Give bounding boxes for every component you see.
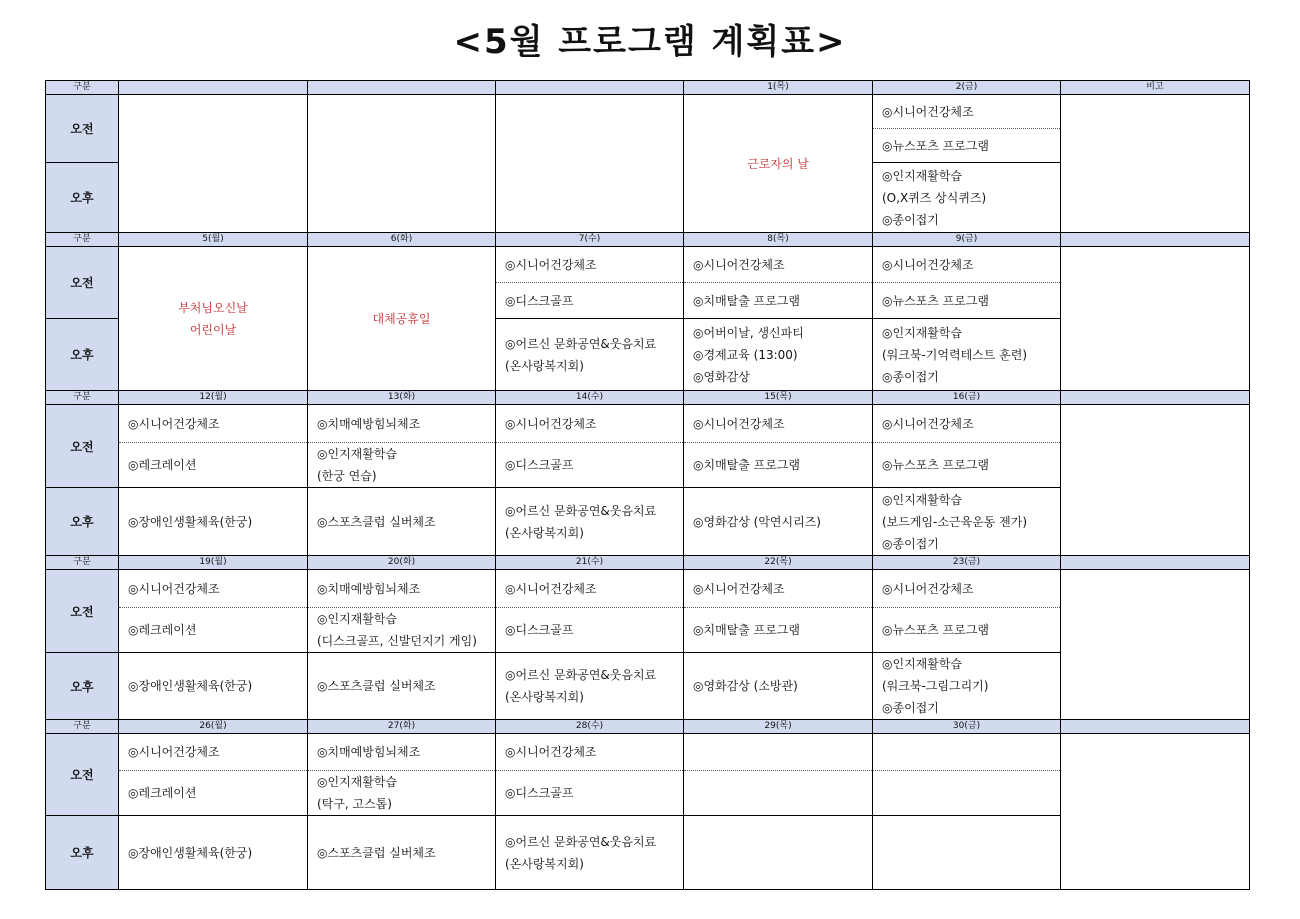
day-header: 30(금) (873, 720, 1061, 734)
schedule-text-line: ◎치매예방힘뇌체조 (317, 416, 421, 431)
schedule-text-line: (탁구, 고스톱) (317, 797, 392, 811)
schedule-text-line: ◎뉴스포츠 프로그램 (882, 623, 990, 637)
remark-cell (1061, 247, 1250, 391)
section-header: 구분 (46, 391, 119, 405)
day-header (308, 81, 496, 95)
schedule-row (46, 734, 1250, 771)
day-header: 21(수) (496, 556, 684, 570)
period-pm-label: 오후 (46, 163, 119, 233)
schedule-text-line: (온사랑복지회) (505, 856, 584, 871)
schedule-text-line: 근로자의 날 (747, 156, 809, 171)
schedule-text-line: ◎시니어건강체조 (693, 416, 785, 431)
section-header: 구분 (46, 81, 119, 95)
schedule-text-line: (한궁 연습) (317, 469, 377, 483)
am-program-cell (119, 771, 308, 816)
schedule-text-line: ◎인지재활학습 (882, 657, 963, 671)
am-program-cell (308, 405, 496, 443)
remark-header: 비고 (1061, 81, 1250, 95)
schedule-text-line: (디스크골프, 신발던지기 게임) (317, 634, 477, 648)
day-header: 29(목) (684, 720, 873, 734)
am-program-cell (684, 247, 873, 283)
day-header: 8(목) (684, 233, 873, 247)
empty-day-cell (119, 95, 308, 233)
pm-program-cell (684, 816, 873, 890)
am-program-cell (308, 608, 496, 653)
remark-header (1061, 391, 1250, 405)
am-program-cell (684, 283, 873, 319)
section-header: 구분 (46, 556, 119, 570)
schedule-text-line: ◎뉴스포츠 프로그램 (882, 293, 990, 308)
schedule-text-line: 어린이날 (189, 322, 237, 337)
week-header-row (46, 391, 1250, 405)
schedule-row (46, 570, 1250, 608)
schedule-text-line: ◎인지재활학습 (317, 612, 398, 626)
am-program-cell (496, 443, 684, 488)
pm-program-cell (119, 653, 308, 720)
day-header: 27(화) (308, 720, 496, 734)
period-pm-label: 오후 (46, 488, 119, 556)
schedule-text-line: (워크북-기억력테스트 훈련) (882, 347, 1028, 362)
day-header: 26(월) (119, 720, 308, 734)
am-program-cell (873, 771, 1061, 816)
schedule-text-line: ◎디스크골프 (505, 786, 574, 800)
day-header: 15(목) (684, 391, 873, 405)
holiday-cell (684, 95, 873, 233)
schedule-text-line: ◎뉴스포츠 프로그램 (882, 138, 990, 153)
schedule-text-line: ◎레크레이션 (128, 786, 197, 800)
am-program-cell (308, 771, 496, 816)
period-am-label: 오전 (46, 570, 119, 653)
schedule-text-line: (온사랑복지회) (505, 525, 584, 540)
day-header: 1(목) (684, 81, 873, 95)
section-header: 구분 (46, 720, 119, 734)
schedule-text-line: ◎레크레이션 (128, 458, 197, 472)
day-header (119, 81, 308, 95)
schedule-text-line: ◎시니어건강체조 (505, 581, 597, 596)
schedule-text-line: ◎시니어건강체조 (505, 745, 597, 759)
pm-program-cell (684, 488, 873, 556)
schedule-text-line: ◎뉴스포츠 프로그램 (882, 458, 990, 472)
day-header: 16(금) (873, 391, 1061, 405)
remark-cell (1061, 570, 1250, 720)
schedule-text-line: ◎영화감상 (693, 369, 750, 384)
schedule-text-line: ◎인지재활학습 (882, 325, 963, 340)
am-program-cell (873, 405, 1061, 443)
am-program-cell (873, 570, 1061, 608)
period-am-label: 오전 (46, 95, 119, 163)
pm-program-cell (119, 488, 308, 556)
schedule-text-line: ◎치매탈출 프로그램 (693, 458, 801, 472)
schedule-text-line: ◎어르신 문화공연&웃음치료 (505, 336, 657, 351)
schedule-text-line: (워크북-그림그리기) (882, 679, 989, 693)
schedule-text-line: ◎시니어건강체조 (128, 745, 220, 759)
day-header: 23(금) (873, 556, 1061, 570)
holiday-cell (119, 247, 308, 391)
remark-header (1061, 556, 1250, 570)
pm-program-cell (308, 488, 496, 556)
period-am-label: 오전 (46, 247, 119, 319)
pm-program-cell (873, 319, 1061, 391)
page-title: <5월 프로그램 계획표> (453, 22, 847, 62)
schedule-text-line: ◎시니어건강체조 (882, 581, 974, 596)
day-header: 9(금) (873, 233, 1061, 247)
am-program-cell (308, 443, 496, 488)
am-program-cell (496, 247, 684, 283)
day-header: 12(월) (119, 391, 308, 405)
am-program-cell (684, 570, 873, 608)
am-program-cell (684, 734, 873, 771)
pm-program-cell (308, 816, 496, 890)
schedule-text-line: ◎디스크골프 (505, 458, 574, 472)
schedule-text-line: ◎스포츠클럽 실버체조 (317, 679, 436, 693)
section-header: 구분 (46, 233, 119, 247)
schedule-text-line: ◎레크레이션 (128, 623, 197, 637)
schedule-text-line: ◎장애인생활체육(한궁) (128, 845, 253, 860)
schedule-text-line: ◎종이접기 (882, 369, 939, 384)
period-am-label: 오전 (46, 405, 119, 488)
pm-program-cell (496, 653, 684, 720)
schedule-text-line: ◎어르신 문화공연&웃음치료 (505, 668, 657, 682)
day-header: 2(금) (873, 81, 1061, 95)
day-header: 19(월) (119, 556, 308, 570)
holiday-cell (308, 247, 496, 391)
day-header: 7(수) (496, 233, 684, 247)
schedule-text-line: ◎시니어건강체조 (882, 416, 974, 431)
schedule-text-line: ◎인지재활학습 (882, 492, 963, 507)
am-program-cell (684, 405, 873, 443)
week-header-row (46, 81, 1250, 95)
am-program-cell (119, 570, 308, 608)
schedule-text-line: (보드게임-소근육운동 젠가) (882, 514, 1028, 529)
am-program-cell (873, 734, 1061, 771)
day-header: 14(수) (496, 391, 684, 405)
week-header-row (46, 233, 1250, 247)
day-header: 13(화) (308, 391, 496, 405)
am-program-cell (684, 771, 873, 816)
pm-program-cell (496, 816, 684, 890)
am-program-cell (684, 443, 873, 488)
am-program-cell (873, 129, 1061, 163)
period-am-label: 오전 (46, 734, 119, 816)
schedule-text-line: (온사랑복지회) (505, 690, 584, 704)
schedule-text-line: 대체공휴일 (372, 311, 431, 326)
day-header: 28(수) (496, 720, 684, 734)
schedule-text-line: ◎경제교육 (13:00) (693, 347, 798, 362)
schedule-text-line: ◎치매예방힘뇌체조 (317, 581, 421, 596)
schedule-text-line: ◎영화감상 (소방관) (693, 679, 798, 693)
schedule-text-line: ◎치매탈출 프로그램 (693, 623, 801, 637)
pm-program-cell (496, 319, 684, 391)
period-pm-label: 오후 (46, 653, 119, 720)
am-program-cell (119, 608, 308, 653)
am-program-cell (496, 608, 684, 653)
pm-program-cell (873, 163, 1061, 233)
schedule-text-line: 부처님오신날 (178, 300, 248, 315)
week-header-row (46, 720, 1250, 734)
schedule-text-line: ◎시니어건강체조 (128, 581, 220, 596)
am-program-cell (308, 734, 496, 771)
am-program-cell (496, 734, 684, 771)
schedule-text-line: ◎시니어건강체조 (882, 257, 974, 272)
schedule-text-line: ◎디스크골프 (505, 293, 574, 308)
schedule-text-line: ◎영화감상 (악연시리즈) (693, 514, 821, 529)
schedule-text-line: ◎장애인생활체육(한궁) (128, 679, 253, 693)
pm-program-cell (873, 653, 1061, 720)
schedule-row (46, 405, 1250, 443)
schedule-text-line: ◎디스크골프 (505, 623, 574, 637)
remark-cell (1061, 734, 1250, 890)
empty-day-cell (308, 95, 496, 233)
schedule-text-line: ◎종이접기 (882, 536, 939, 551)
schedule-text-line: ◎시니어건강체조 (693, 257, 785, 272)
day-header (496, 81, 684, 95)
am-program-cell (308, 570, 496, 608)
schedule-text-line: ◎치매탈출 프로그램 (693, 293, 801, 308)
am-program-cell (873, 443, 1061, 488)
schedule-text-line: ◎시니어건강체조 (693, 581, 785, 596)
schedule-row (46, 247, 1250, 283)
program-schedule-table (45, 80, 1250, 890)
pm-program-cell (873, 816, 1061, 890)
am-program-cell (496, 771, 684, 816)
am-program-cell (873, 283, 1061, 319)
pm-program-cell (684, 319, 873, 391)
schedule-text-line: ◎인지재활학습 (317, 447, 398, 461)
period-pm-label: 오후 (46, 816, 119, 890)
am-program-cell (119, 734, 308, 771)
schedule-text-line: ◎시니어건강체조 (882, 104, 974, 119)
pm-program-cell (873, 488, 1061, 556)
schedule-text-line: ◎인지재활학습 (882, 168, 963, 183)
schedule-text-line: ◎장애인생활체육(한궁) (128, 514, 253, 529)
schedule-text-line: ◎어르신 문화공연&웃음치료 (505, 834, 657, 849)
day-header: 20(화) (308, 556, 496, 570)
am-program-cell (873, 247, 1061, 283)
schedule-text-line: (온사랑복지회) (505, 358, 584, 373)
pm-program-cell (684, 653, 873, 720)
am-program-cell (873, 95, 1061, 129)
pm-program-cell (308, 653, 496, 720)
am-program-cell (119, 443, 308, 488)
schedule-text-line: ◎스포츠클럽 실버체조 (317, 845, 436, 860)
pm-program-cell (496, 488, 684, 556)
schedule-text-line: ◎종이접기 (882, 212, 939, 227)
am-program-cell (496, 570, 684, 608)
schedule-text-line: ◎시니어건강체조 (128, 416, 220, 431)
day-header: 6(화) (308, 233, 496, 247)
pm-program-cell (119, 816, 308, 890)
remark-header (1061, 720, 1250, 734)
schedule-text-line: ◎어버이날, 생신파티 (693, 325, 804, 340)
empty-day-cell (496, 95, 684, 233)
remark-cell (1061, 95, 1250, 233)
schedule-text-line: ◎시니어건강체조 (505, 416, 597, 431)
am-program-cell (496, 283, 684, 319)
schedule-text-line: ◎어르신 문화공연&웃음치료 (505, 503, 657, 518)
am-program-cell (496, 405, 684, 443)
schedule-text-line: (O,X퀴즈 상식퀴즈) (882, 190, 987, 205)
remark-cell (1061, 405, 1250, 556)
period-pm-label: 오후 (46, 319, 119, 391)
day-header: 22(목) (684, 556, 873, 570)
am-program-cell (684, 608, 873, 653)
schedule-text-line: ◎시니어건강체조 (505, 257, 597, 272)
schedule-text-line: ◎치매예방힘뇌체조 (317, 745, 421, 759)
day-header: 5(월) (119, 233, 308, 247)
remark-header (1061, 233, 1250, 247)
am-program-cell (873, 608, 1061, 653)
schedule-text-line: ◎인지재활학습 (317, 775, 398, 789)
schedule-row (46, 95, 1250, 129)
am-program-cell (119, 405, 308, 443)
week-header-row (46, 556, 1250, 570)
schedule-text-line: ◎종이접기 (882, 701, 939, 715)
schedule-text-line: ◎스포츠클럽 실버체조 (317, 514, 436, 529)
